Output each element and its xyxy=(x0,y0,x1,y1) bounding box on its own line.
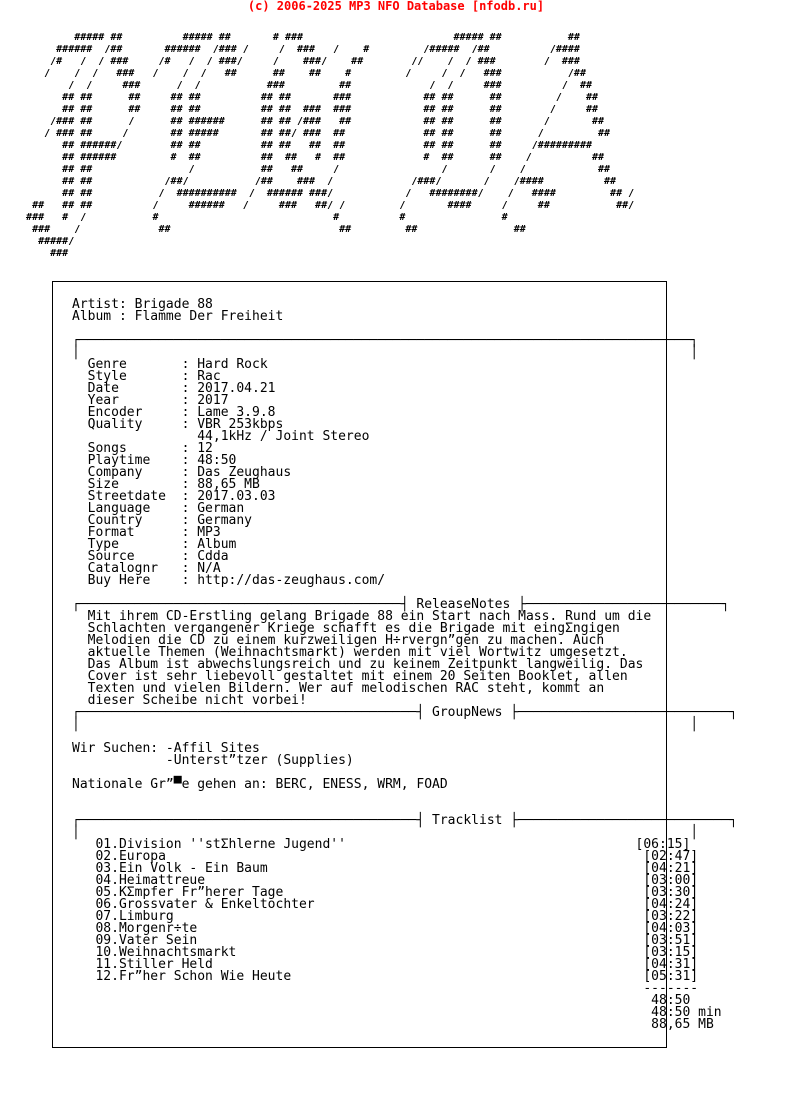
site-header: (c) 2006-2025 MP3 NFO Database [nfodb.ru] xyxy=(247,0,545,13)
ascii-logo: ##### ## ##### ## # ### ##### ## ## ###### /## ###### /### / / ### / # /##### /## /#### /# / / ### /# / / ###/ / ###/ ## // / / ### / ### / / / ### / / / ## ## ## # / / / ### /## / / ### / / ### ## / / ### / ## ## ## ## ## ## ## ## ### ## ## ## / ## ## ## ## ## ## ## ## ### ### ## ## ## / ## /### ## / ## ###### ## ## /### ## ## ## ## / ## / ### ## / ## ##### ## ##/ ### ## ## ## ## / ## ## ######/ ## ## ## ## ## ## ## ## ## /######### ## ###### # ## ## ## # ## # ## ## / ## ## ## / ## ## / / / / ## ## ## /##/ /## ### / /###/ / /#### ## ## ## / ########## / ###### ###/ / ########/ / #### ## / ## ## ## / ###### / ### ##/ / / #### / ## ##/ ### # / # # # # ### / ## ## ## ## #####/ ### xyxy=(26,32,635,259)
nfo-text: Artist: Brigade 88 Album : Flamme Der Freiheit ┌──────────────────────────────────────────────────────────────────────────────┐ │ │ Genre : Hard Rock Style : Rac Date : 2017.04.21 Year : 2017 Encoder : Lame 3.9.8 Quality : VBR 253kbps 44,1kHz / Joint Stereo Songs : 12 Playtime : 48:50 Company : Das Zeughaus Size : 88,65 MB Streetdate : 2017.03.03 Language : German Country : Germany Format : MP3 Type : Album Source : Cdda Catalognr : N/A Buy Here : http://das-zeughaus.com/ ┌─────────────────────────────────────────┤ ReleaseNotes ├─────────────────────────┐ Mit ihrem CD-Erstling gelang Brigade 88 ein Start nach Mass. Rund um die Schlachten vergangener Kriege schafft es die Brigade mit eingΣngigen Melodien die CD zu einem kurzweiligen H÷rvergn”gen zu machen. Auch aktuelle Themen (Weihnachtsmarkt) werden mit viel Wortwitz umgesetzt. Das Album ist abwechslungsreich und zu keinem Zeitpunkt langweilig. Das Cover ist sehr liebevoll gestaltet mit einem 20 Seiten Booklet, allen Texten und vielen Bildern. Wer auf melodischen RAC steht, kommt an dieser Scheibe nicht vorbei! ┌───────────────────────────────────────────┤ GroupNews ├───────────────────────────┐ │ │ Wir Suchen: -Affil Sites -Unterst”tzer (Supplies) Nationale Gr”▀e gehen an: BERC, ENESS, WRM, FOAD ┌───────────────────────────────────────────┤ Tracklist ├───────────────────────────┐ │ │ 01.Division ''stΣhlerne Jugend'' [06:15] 02.Europa [02:47] 03.Ein Volk - Ein Baum [04:21] 04.Heimattreue [03:00] 05.KΣmpfer Fr”herer Tage [03:30] 06.Grossvater & Enkeltochter [04:24] 07.Limburg [03:22] 08.Morgenr÷te [04:03] 09.Vater Sein [03:51] 10.Weihnachtsmarkt [03:15] 11.Stiller Held [04:31] 12.Fr”her Schon Wie Heute [05:31] ------- 48:50 48:50 min 88,65 MB xyxy=(72,297,738,1032)
